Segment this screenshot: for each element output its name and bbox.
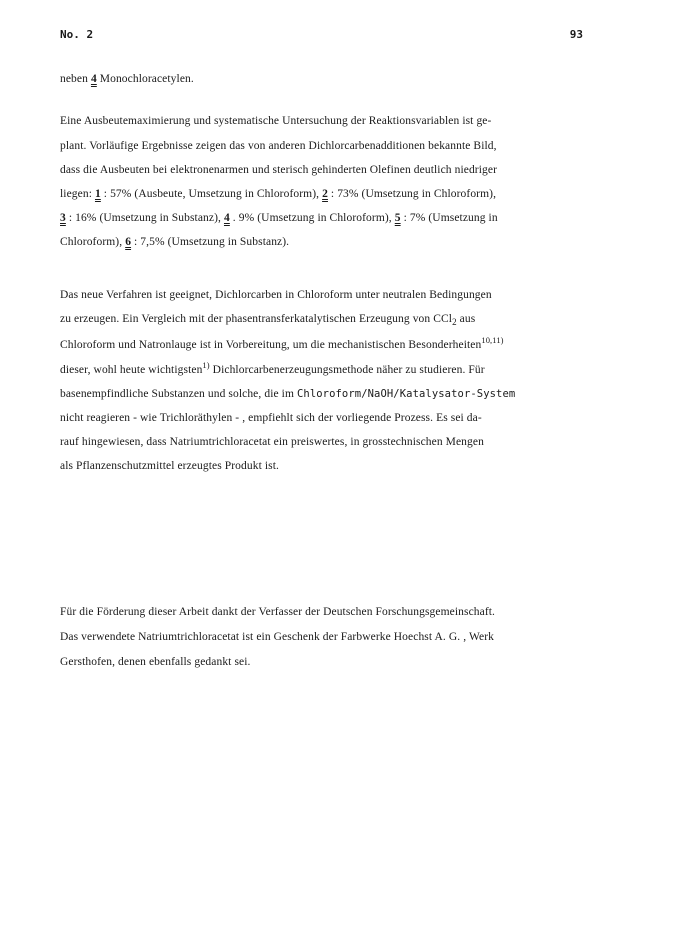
text-line: 3 : 16% (Umsetzung in Substanz), 4 . 9% (Umsetzung in Chloroform), 5 : 7% (Umsetzung in xyxy=(60,212,498,224)
system-name: Chloroform/NaOH/Katalysator-System xyxy=(296,388,516,400)
compound-number: 2 xyxy=(322,188,328,200)
compound-number: 3 xyxy=(60,212,66,224)
text-line: Für die Förderung dieser Arbeit dankt der Verfasser der Deutschen Forschungsgemeinschaft. xyxy=(60,606,496,618)
compound-number: 5 xyxy=(394,212,401,224)
reference-marker: 10,11) xyxy=(481,335,504,345)
reference-marker: 1) xyxy=(202,360,210,370)
text-line: nicht reagieren - wie Trichloräthylen - , empfiehlt sich der vorliegende Prozess. Es sei da- xyxy=(60,412,482,424)
text-line: plant. Vorläufige Ergebnisse zeigen das von anderen Dichlorcarbenadditionen bekannte Bild, xyxy=(60,140,497,152)
page-number: 93 xyxy=(569,28,583,41)
text-line: liegen: 1 : 57% (Ausbeute, Umsetzung in Chloroform), 2 : 73% (Umsetzung in Chloroform), xyxy=(60,188,497,200)
text-line: neben 4 Monochloracetylen. xyxy=(60,73,194,85)
subscript: 2 xyxy=(452,317,457,327)
text-line: zu erzeugen. Ein Vergleich mit der phasentransferkatalytischen Erzeugung von CCl$_2$ aus xyxy=(60,313,476,327)
text-line: Das neue Verfahren ist geeignet, Dichlorcarben in Chloroform unter neutralen Bedingungen xyxy=(60,289,492,301)
page-header xyxy=(60,28,583,44)
compound-number: 1 xyxy=(94,188,101,200)
text-line: als Pflanzenschutzmittel erzeugtes Produkt ist. xyxy=(60,460,279,472)
text-line: Chloroform und Natronlauge ist in Vorbereitung, um die mechanistischen Besonderheiten$^{10,11)}$ xyxy=(60,335,504,351)
text-line: basenempfindliche Substanzen und solche, die im Chloroform/NaOH/Katalysator-System xyxy=(60,388,516,400)
journal-issue: No. 2 xyxy=(60,28,94,41)
text-line: dass die Ausbeuten bei elektronenarmen und sterisch gehinderten Olefinen deutlich niedriger xyxy=(60,164,498,176)
text-line: dieser, wohl heute wichtigsten$^{1)}$ Dichlorcarbenerzeugungsmethode näher zu studieren. Für xyxy=(60,360,485,376)
text-line: Chloroform), 6 : 7,5% (Umsetzung in Substanz). xyxy=(60,236,290,248)
compound-number: 6 xyxy=(125,236,132,248)
text-line: Eine Ausbeutemaximierung und systematische Untersuchung der Reaktionsvariablen ist ge- xyxy=(60,115,492,127)
text-line: rauf hingewiesen, dass Natriumtrichloracetat ein preiswertes, in grosstechnischen Mengen xyxy=(60,436,484,448)
compound-number: 4 xyxy=(223,212,230,224)
text-line: Gersthofen, denen ebenfalls gedankt sei. xyxy=(60,656,251,668)
text-line: Das verwendete Natriumtrichloracetat ist ein Geschenk der Farbwerke Hoechst A. G. , Werk xyxy=(60,631,494,643)
compound-number: 4 xyxy=(90,73,97,85)
